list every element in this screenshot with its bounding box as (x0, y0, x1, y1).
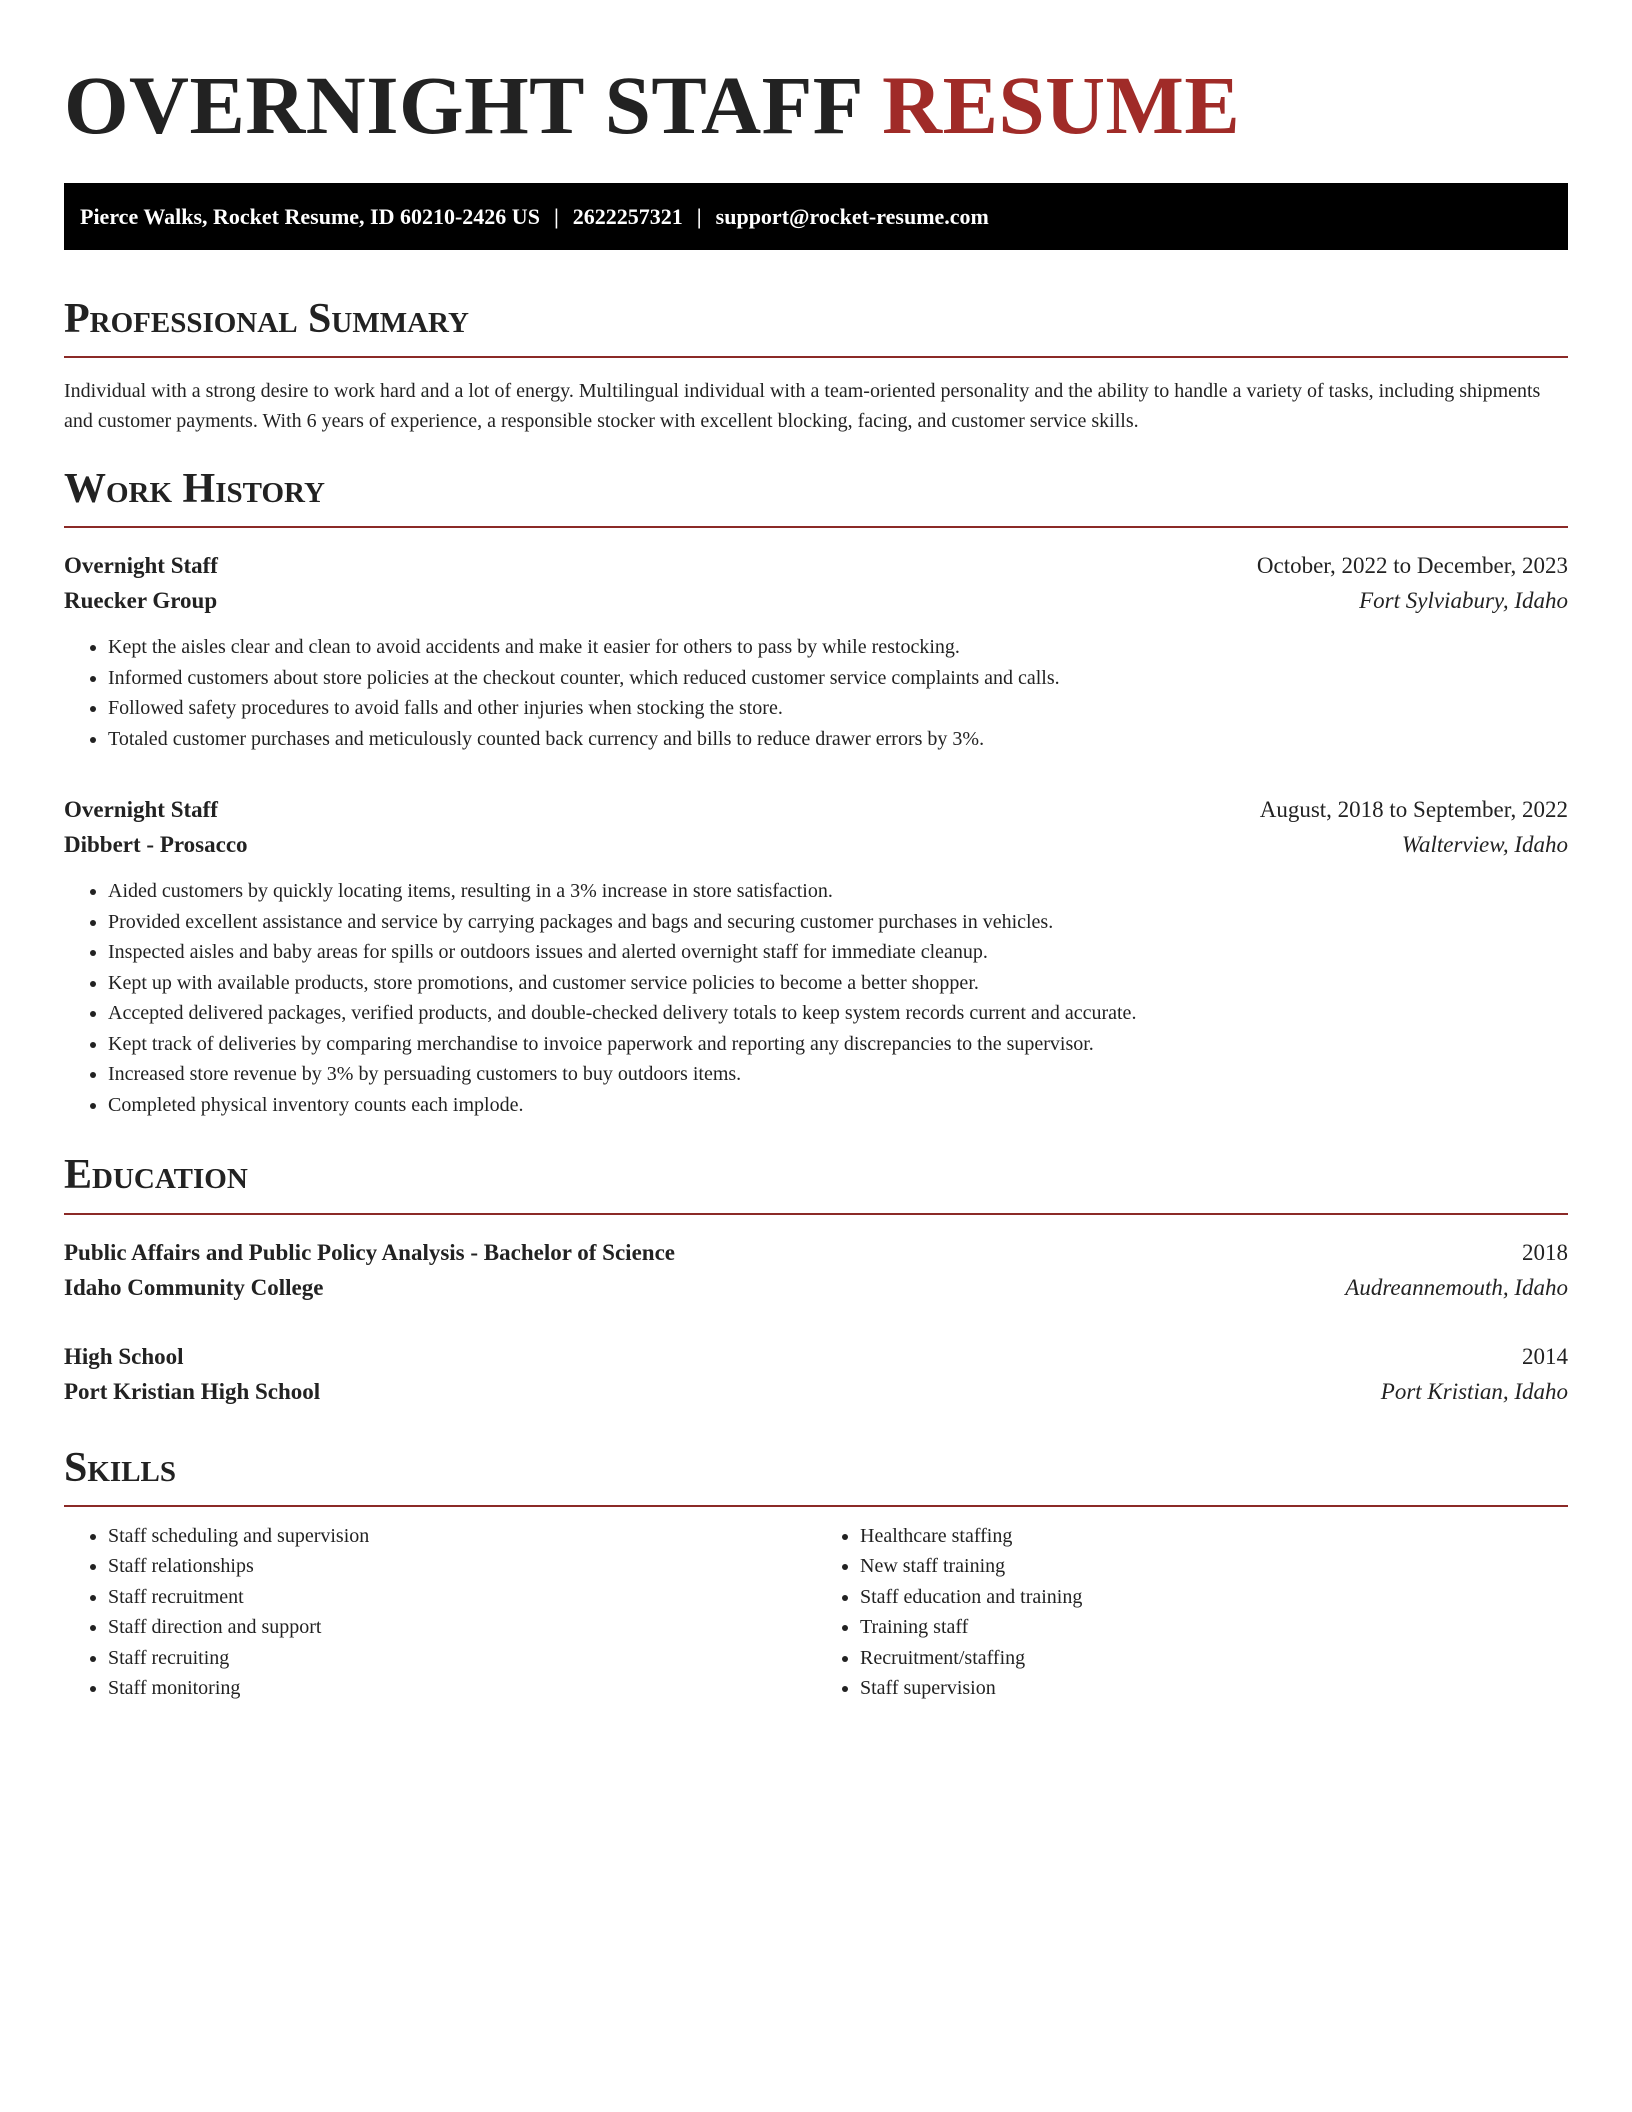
section-divider (64, 356, 1568, 358)
job-bullet: • Informed customers about store policies at the checkout counter, which reduced customer service complaints and calls. (108, 663, 1568, 694)
skill-item: • Recruitment/staffing (860, 1643, 1568, 1674)
job-bullet: • Kept the aisles clear and clean to avoid accidents and make it easier for others to pass by while restocking. (108, 632, 1568, 663)
skill-item: • Training staff (860, 1612, 1568, 1643)
skill-item: • Staff monitoring (108, 1673, 816, 1704)
education-entry (64, 1339, 1568, 1409)
job-bullet: • Provided excellent assistance and service by carrying packages and bags and securing customer purchases in vehicles. (108, 907, 1568, 938)
job-bullets (64, 876, 1568, 1120)
job-bullet: • Accepted delivered packages, verified products, and double-checked delivery totals to keep system records current and accurate. (108, 998, 1568, 1029)
job-bullet: • Followed safety procedures to avoid falls and other injuries when stocking the store. (108, 693, 1568, 724)
section-divider (64, 1505, 1568, 1507)
education-year: 2018 (1522, 1239, 1568, 1265)
skills-section (64, 1445, 1568, 1704)
skill-item: • Staff relationships (108, 1551, 816, 1582)
skill-item: • Healthcare staffing (860, 1521, 1568, 1552)
skills-list-left (64, 1521, 816, 1704)
education-school: Port Kristian High School (64, 1378, 321, 1404)
education-school: Idaho Community College (64, 1274, 324, 1300)
job-dates: August, 2018 to September, 2022 (1259, 797, 1568, 823)
job-entry (64, 548, 1568, 754)
job-entry (64, 792, 1568, 1120)
job-bullet: • Completed physical inventory counts each implode. (108, 1090, 1568, 1121)
title-accent: RESUME (882, 59, 1241, 151)
job-title: Overnight Staff (64, 553, 218, 579)
title-main: OVERNIGHT STAFF (64, 59, 861, 151)
work-history-heading: Work History (64, 466, 325, 513)
contact-address: Pierce Walks, Rocket Resume, ID 60210-2426 US (80, 203, 540, 229)
job-bullet: • Kept track of deliveries by comparing merchandise to invoice paperwork and reporting any discrepancies to the supervisor. (108, 1029, 1568, 1060)
job-title: Overnight Staff (64, 797, 218, 823)
job-bullet: • Increased store revenue by 3% by persuading customers to buy outdoors items. (108, 1059, 1568, 1090)
skills-grid (64, 1521, 1568, 1704)
work-history-section (64, 466, 1568, 1120)
education-entry (64, 1235, 1568, 1305)
skill-item: • Staff direction and support (108, 1612, 816, 1643)
contact-separator: | (553, 203, 559, 229)
resume-title (64, 59, 1568, 151)
skill-item: • Staff recruitment (108, 1582, 816, 1613)
job-dates: October, 2022 to December, 2023 (1256, 553, 1568, 579)
skills-list-right (816, 1521, 1568, 1704)
job-company: Dibbert - Prosacco (64, 832, 248, 858)
contact-bar (64, 183, 1568, 250)
education-section (64, 1152, 1568, 1408)
contact-phone: 2622257321 (572, 203, 683, 229)
job-bullet: • Totaled customer purchases and meticulously counted back currency and bills to reduce drawer errors by 3%. (108, 724, 1568, 755)
job-company: Ruecker Group (64, 588, 218, 614)
education-location: Audreannemouth, Idaho (1345, 1274, 1568, 1300)
job-bullet: • Kept up with available products, store promotions, and customer service policies to become a better shopper. (108, 968, 1568, 999)
job-bullet: • Inspected aisles and baby areas for spills or outdoors issues and alerted overnight staff for immediate cleanup. (108, 937, 1568, 968)
contact-email: support@rocket-resume.com (715, 203, 989, 229)
summary-section (64, 296, 1568, 436)
section-divider (64, 1213, 1568, 1215)
job-bullets (64, 632, 1568, 754)
summary-text: Individual with a strong desire to work hard and a lot of energy. Multilingual individual with a team-oriented personality and the ability to handle a variety of tasks, including shipments and customer payments. With 6 years of experience, a responsible stocker with excellent blocking, facing, and customer service skills. (64, 380, 1541, 433)
contact-separator: | (696, 203, 702, 229)
skill-item: • Staff recruiting (108, 1643, 816, 1674)
job-location: Fort Sylviabury, Idaho (1359, 588, 1568, 614)
skill-item: • New staff training (860, 1551, 1568, 1582)
section-divider (64, 526, 1568, 528)
job-bullet: • Aided customers by quickly locating items, resulting in a 3% increase in store satisfaction. (108, 876, 1568, 907)
job-location: Walterview, Idaho (1401, 832, 1568, 858)
education-location: Port Kristian, Idaho (1380, 1378, 1568, 1404)
education-year: 2014 (1522, 1343, 1568, 1369)
education-degree: Public Affairs and Public Policy Analysis - Bachelor of Science (64, 1239, 675, 1265)
education-degree: High School (64, 1343, 184, 1369)
summary-heading: Professional Summary (64, 296, 469, 342)
education-heading: Education (64, 1152, 248, 1199)
skill-item: • Staff scheduling and supervision (108, 1521, 816, 1552)
skills-heading: Skills (64, 1444, 177, 1491)
skill-item: • Staff supervision (860, 1673, 1568, 1704)
skill-item: • Staff education and training (860, 1582, 1568, 1613)
